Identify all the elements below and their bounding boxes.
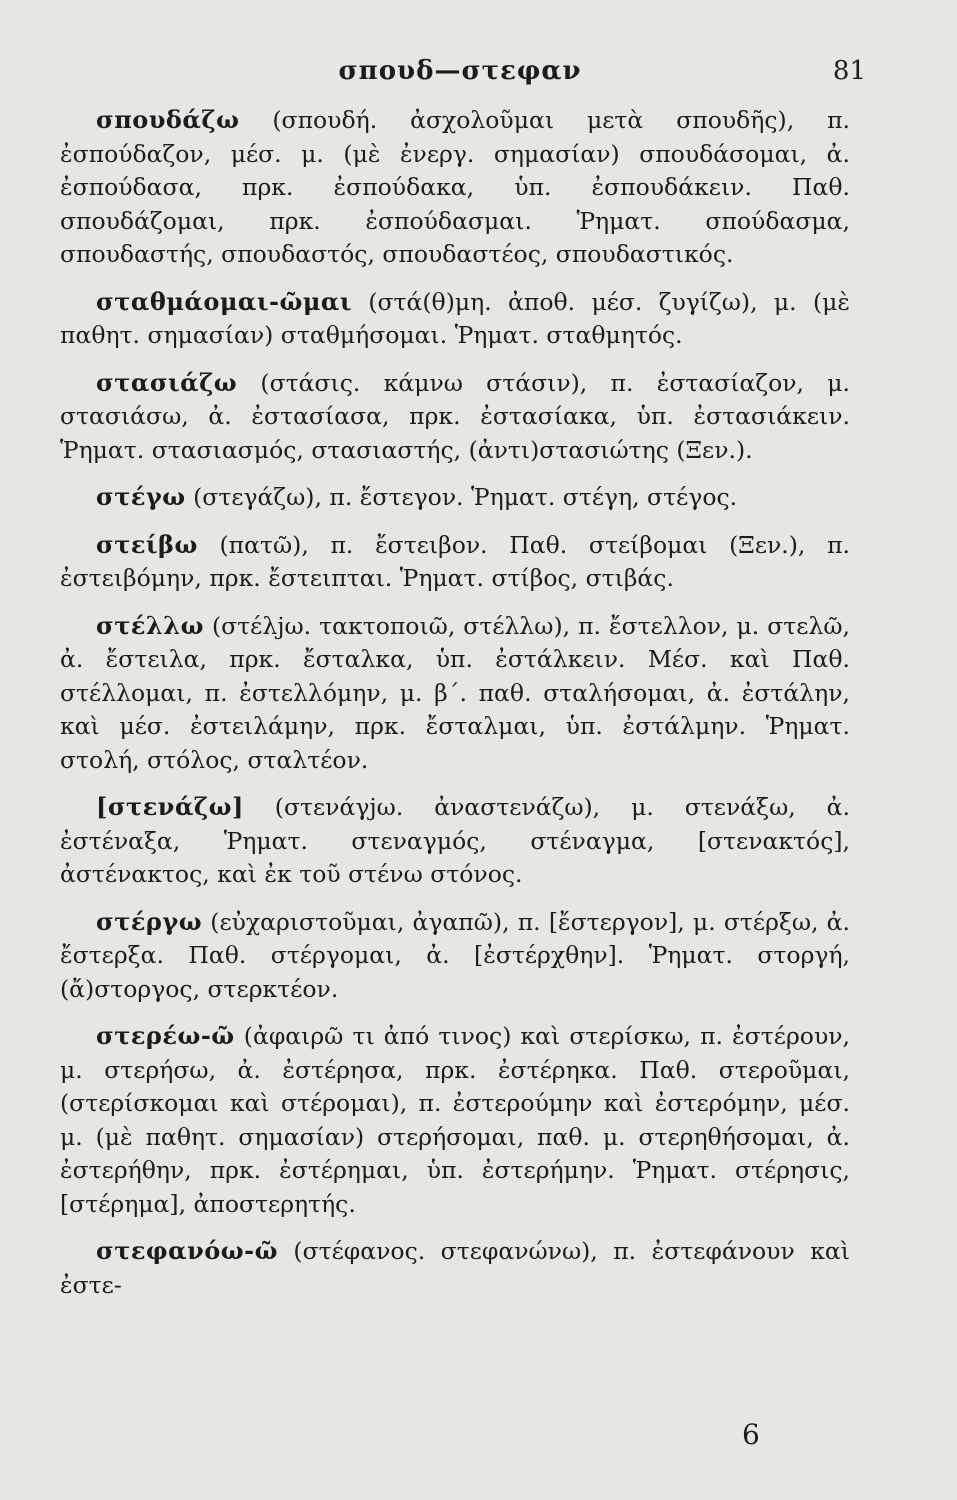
entry bbox=[60, 905, 850, 1007]
entry-text: (στάσις. κάμνω στάσιν), π. ἐστασίαζον, μ. στασιάσω, ἀ. ἐστασίασα, πρκ. ἐστασίακα, ὑπ. ἐστασιάκειν. Ῥηματ. στασιασμός, στασιαστής, (ἀντι)στασιώτης (Ξεν.). bbox=[60, 368, 850, 464]
entry-text: (στέφανος. στεφανώνω), π. ἐστεφάνουν καὶ ἐστε- bbox=[60, 1237, 850, 1299]
entry bbox=[60, 790, 850, 892]
running-header bbox=[60, 50, 866, 94]
entry bbox=[60, 480, 850, 515]
headword: στέγω bbox=[96, 482, 186, 511]
entry-text: (στέλjω. τακτοποιῶ, στέλλω), π. ἔστελλον, μ. στελῶ, ἀ. ἔστειλα, πρκ. ἔσταλκα, ὑπ. ἐστάλκειν. Μέσ. καὶ Παθ. στέλλομαι, π. ἐστελλόμην, μ. β΄. παθ. σταλήσομαι, ἀ. ἐστάλην, καὶ μέσ. ἐστειλάμην, πρκ. ἔσταλμαι, ὑπ. ἐστάλμην. Ῥηματ. στολή, στόλος, σταλτέον. bbox=[60, 611, 850, 774]
headword: στερέω-ῶ bbox=[96, 1021, 235, 1050]
entry-text: (σπουδή. ἀσχολοῦμαι μετὰ σπουδῆς), π. ἐσπούδαζον, μέσ. μ. (μὲ ἐνεργ. σημασίαν) σπουδάσομαι, ἀ. ἐσπούδασα, πρκ. ἐσπούδακα, ὑπ. ἐσπουδάκειν. Παθ. σπουδάζομαι, πρκ. ἐσπούδασμαι. Ῥηματ. σπούδασμα, σπουδαστής, σπουδαστός, σπουδαστέος, σπουδαστικός. bbox=[60, 106, 850, 268]
headword: σπουδάζω bbox=[96, 105, 240, 134]
entry bbox=[60, 285, 850, 353]
entry-text: (στενάγjω. ἀναστενάζω), μ. στενάξω, ἀ. ἐστέναξα, Ῥηματ. στεναγμός, στέναγμα, [στενακτός], ἀστένακτος, καὶ ἐκ τοῦ στένω στόνος. bbox=[60, 793, 850, 888]
header-title: σπουδ—στεφαν bbox=[338, 56, 582, 86]
headword: στέλλω bbox=[96, 610, 204, 640]
entry bbox=[60, 366, 850, 468]
entry bbox=[60, 1234, 850, 1302]
headword: στεφανόω-ῶ bbox=[96, 1236, 278, 1265]
headword: σταθμάομαι-ῶμαι bbox=[96, 286, 352, 316]
headword: [στενάζω] bbox=[96, 792, 244, 821]
entry-text: (εὐχαριστοῦμαι, ἀγαπῶ), π. [ἔστεργον], μ. στέρξω, ἀ. ἔστερξα. Παθ. στέργομαι, ἀ. [ἐστέρχθην]. Ῥηματ. στοργή, (ἄ)στοργος, στερκτέον. bbox=[60, 907, 850, 1003]
entry bbox=[60, 609, 850, 778]
page-number: 81 bbox=[832, 56, 866, 86]
entry-text: (ἀφαιρῶ τι ἀπό τινος) καὶ στερίσκω, π. ἐστέρουν, μ. στερήσω, ἀ. ἐστέρησα, πρκ. ἐστέρηκα. Παθ. στεροῦμαι, (στερίσκομαι καὶ στέρομαι), π. ἐστερούμην καὶ ἐστερόμην, μέσ. μ. (μὲ παθητ. σημασίαν) στερήσομαι, παθ. μ. στερηθήσομαι, ἀ. ἐστερήθην, πρκ. ἐστέρημαι, ὑπ. ἐστερήμην. Ῥηματ. στέρησις, [στέρημα], ἀποστερητής. bbox=[60, 1022, 850, 1218]
entry bbox=[60, 1019, 850, 1221]
entry-text: (στεγάζω), π. ἔστεγον. Ῥηματ. στέγη, στέγος. bbox=[185, 483, 738, 511]
page-body bbox=[60, 103, 850, 1315]
entry bbox=[60, 103, 850, 272]
headword: στείβω bbox=[96, 529, 198, 559]
entry bbox=[60, 528, 850, 596]
entry-text: (στά(θ)μη. ἀποθ. μέσ. ζυγίζω), μ. (μὲ παθητ. σημασίαν) σταθμήσομαι. Ῥηματ. σταθμητός. bbox=[60, 287, 850, 349]
entry-text: (πατῶ), π. ἔστειβον. Παθ. στείβομαι (Ξεν.), π. ἐστειβόμην, πρκ. ἔστειπται. Ῥηματ. στίβος, στιβάς. bbox=[60, 530, 850, 592]
headword: στέργω bbox=[96, 906, 203, 936]
signature-mark: 6 bbox=[742, 1418, 760, 1451]
headword: στασιάζω bbox=[96, 367, 238, 397]
